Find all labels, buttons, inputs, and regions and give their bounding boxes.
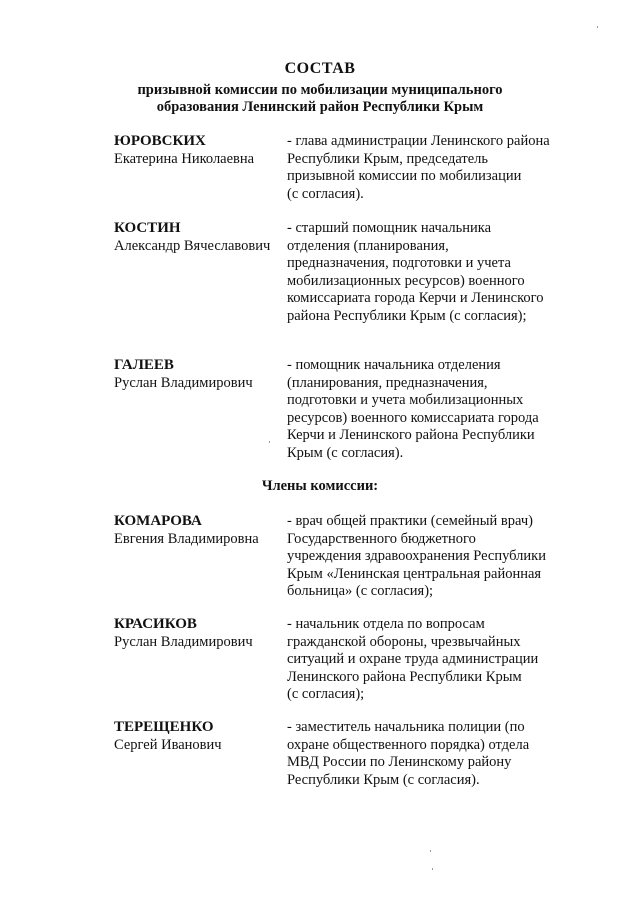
member-surname: КОМАРОВА <box>114 513 202 529</box>
role-line: Государственного бюджетного <box>287 530 476 547</box>
member-role <box>287 357 587 463</box>
role-line: - заместитель начальника полиции (по <box>287 719 525 735</box>
role-line: учреждения здравоохранения Республики <box>287 548 546 565</box>
member-given-names: Руслан Владимирович <box>114 375 253 391</box>
role-line: (планирования, предназначения, <box>287 374 488 391</box>
document-subtitle-line-2: образования Ленинский район Республики Крым <box>156 99 484 115</box>
role-line: (с согласия). <box>287 185 364 202</box>
role-line: гражданской обороны, чрезвычайных <box>287 633 521 650</box>
document-subtitle-line-1: призывной комиссии по мобилизации муниципального <box>137 82 503 98</box>
member-given-names: Александр Вячеславович <box>114 238 271 254</box>
role-line: охране общественного порядка) отдела <box>287 736 530 753</box>
role-line: ситуаций и охране труда администрации <box>287 651 539 668</box>
member-given-names: Руслан Владимирович <box>114 634 253 650</box>
member-role <box>287 513 587 601</box>
role-line: мобилизационных ресурсов) военного <box>287 272 525 289</box>
member-surname: ЮРОВСКИХ <box>114 133 206 149</box>
member-role <box>287 616 587 704</box>
member-given-names: Екатерина Николаевна <box>114 151 255 167</box>
role-line: больница» (с согласия); <box>287 583 434 600</box>
role-line: комиссариата города Керчи и Ленинского <box>287 290 544 307</box>
member-given-names: Евгения Владимировна <box>114 531 259 547</box>
member-role <box>287 719 587 789</box>
scan-speck <box>432 868 433 870</box>
member-given-names: Сергей Иванович <box>114 737 222 753</box>
member-role <box>287 133 587 203</box>
role-line: - помощник начальника отделения <box>287 357 501 373</box>
member-surname: ТЕРЕЩЕНКО <box>114 719 214 735</box>
role-line: ресурсов) военного комиссариата города <box>287 409 539 426</box>
scan-speck <box>269 441 270 443</box>
member-surname: КРАСИКОВ <box>114 616 197 632</box>
role-line: Крым (с согласия). <box>287 444 404 461</box>
role-line: - старший помощник начальника <box>287 220 492 236</box>
role-line: - глава администрации Ленинского района <box>287 133 550 149</box>
role-line: предназначения, подготовки и учета <box>287 255 511 272</box>
role-line: - начальник отдела по вопросам <box>287 616 485 632</box>
role-line: призывной комиссии по мобилизации <box>287 168 522 185</box>
role-line: подготовки и учета мобилизационных <box>287 392 524 409</box>
role-line: Ленинского района Республики Крым <box>287 668 522 685</box>
member-surname: ГАЛЕЕВ <box>114 357 174 373</box>
scan-speck <box>430 850 431 852</box>
member-surname: КОСТИН <box>114 220 181 236</box>
role-line: МВД России по Ленинскому району <box>287 754 512 771</box>
role-line: - врач общей практики (семейный врач) <box>287 513 533 529</box>
scan-speck <box>597 26 598 28</box>
role-line: Керчи и Ленинского района Республики <box>287 427 535 444</box>
role-line: района Республики Крым (с согласия); <box>287 307 527 324</box>
role-line: Республики Крым, председатель <box>287 150 489 167</box>
members-heading: Члены комиссии: <box>261 478 379 494</box>
role-line: Республики Крым (с согласия). <box>287 771 480 788</box>
member-role <box>287 220 587 326</box>
document-title: СОСТАВ <box>284 60 356 77</box>
role-line: отделения (планирования, <box>287 237 449 254</box>
role-line: Крым «Ленинская центральная районная <box>287 565 542 582</box>
role-line: (с согласия); <box>287 686 365 703</box>
